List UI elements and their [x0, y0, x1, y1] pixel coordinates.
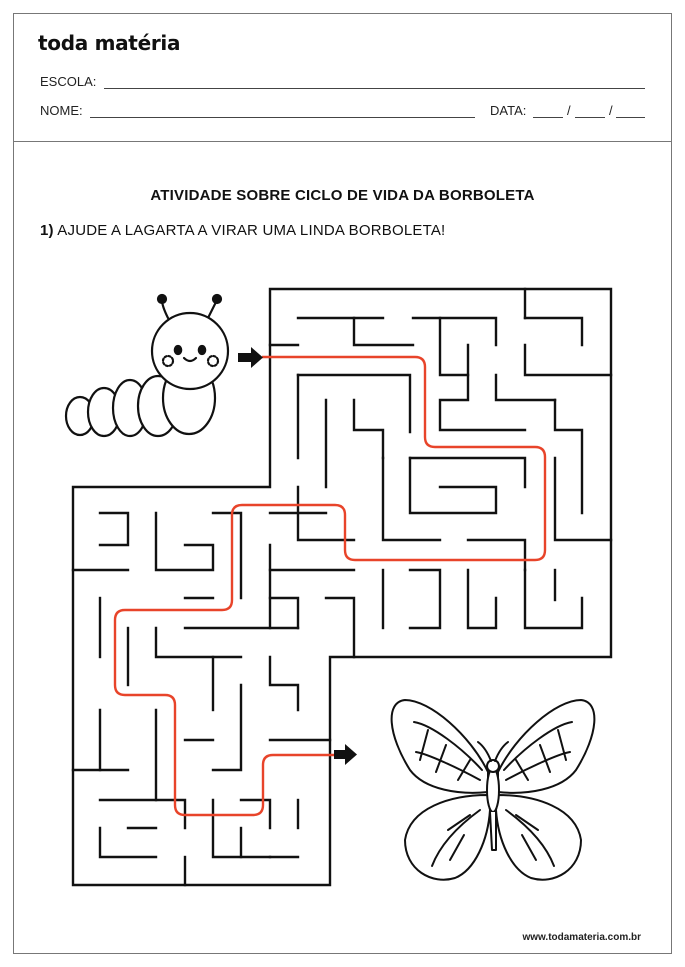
question-text: AJUDE A LAGARTA A VIRAR UMA LINDA BORBOLETA!: [57, 222, 446, 239]
name-label: NOME:: [40, 103, 83, 118]
worksheet-title: ATIVIDADE SOBRE CICLO DE VIDA DA BORBOLETA: [150, 187, 535, 204]
website-footer[interactable]: www.todamateria.com.br: [522, 932, 641, 943]
start-arrow-icon: [238, 347, 263, 368]
question-number: 1): [40, 222, 54, 239]
school-label: ESCOLA:: [40, 74, 97, 89]
butterfly-icon: [392, 700, 595, 880]
date-separator: /: [609, 103, 613, 118]
caterpillar-icon: [66, 295, 228, 436]
end-arrow-icon: [334, 744, 357, 765]
date-label: DATA:: [490, 103, 527, 118]
brand-logo: toda matéria: [38, 31, 181, 55]
date-separator: /: [567, 103, 571, 118]
